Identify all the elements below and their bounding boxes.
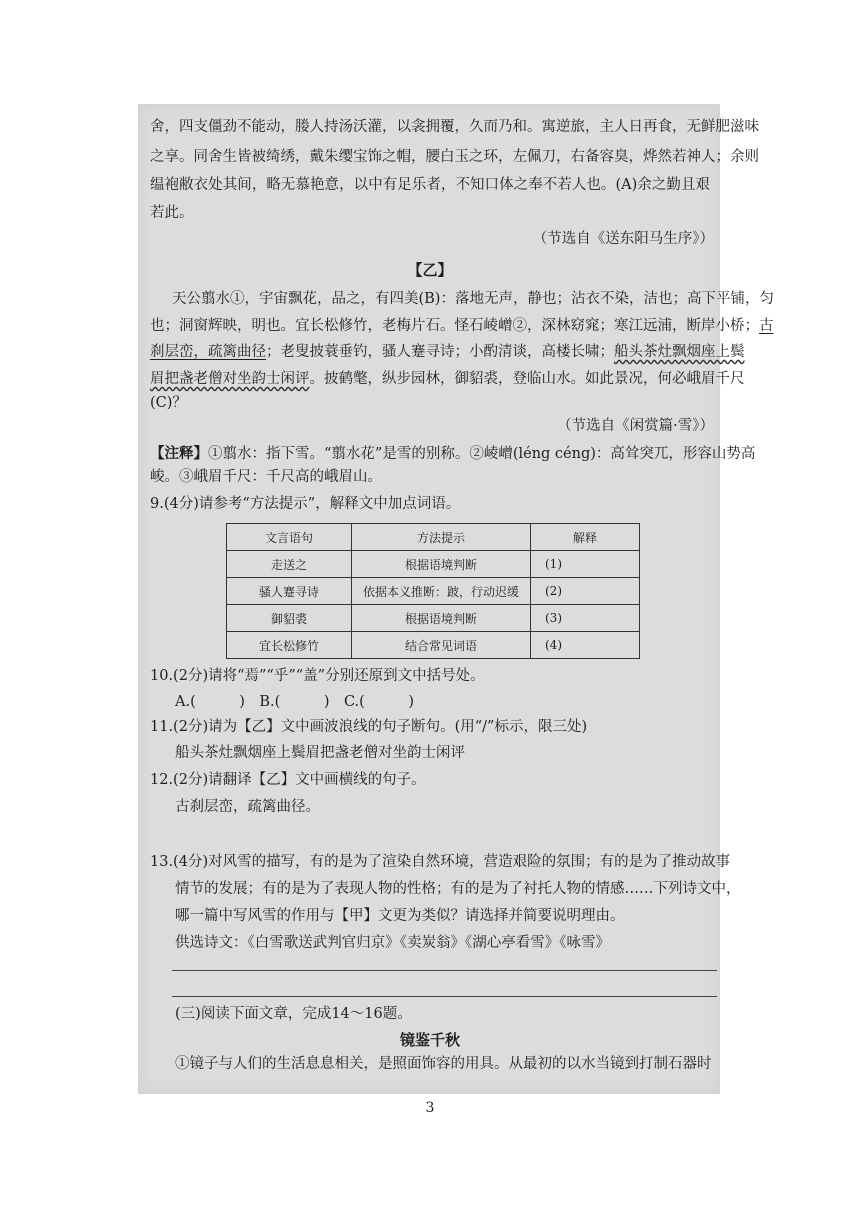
yi-passage-line-4 [150,369,745,389]
q9-table [226,523,640,659]
section3-intro: (三)阅读下面文章，完成14～16题。 [175,1006,412,1022]
yi-source: （节选自《闲赏篇·雪》） [557,418,714,434]
article-title: 镜鉴千秋 [399,1031,460,1049]
q11-stem: 11.(2分)请为【乙】文中画波浪线的句子断句。(用“/”标示，限三处) [150,719,588,735]
notes-line-1 [150,444,756,464]
wavy-sentence-part-2: 眉把盏老僧对坐韵士闲评 [150,371,310,387]
q13-line-3: 哪一篇中写风雪的作用与【甲】文更为类似？请选择并简要说明理由。 [175,908,625,924]
yi-line2-text: 也；洞窗辉映，明也。宜长松修竹，老梅片石。怪石崚嶒②，深林窈窕；寒江远浦，断岸小桥； [150,318,759,334]
notes-label: 【注释】 [150,445,208,462]
cell-answer[interactable]: (2) [531,578,640,605]
q12-sentence: 古刹层峦，疏篱曲径。 [175,799,320,815]
cell-sentence: 宜长松修竹 [227,632,352,659]
q10-stem: 10.(2分)请将“焉”“乎”“盖”分别还原到文中括号处。 [150,668,485,684]
jia-passage-line-4: 若此。 [150,205,194,221]
cell-answer[interactable]: (4) [531,632,640,659]
cell-sentence: 御貂裘 [227,605,352,632]
yi-line4-text: 。披鹤氅，纵步园林，御貂裘，登临山水。如此景况，何必峨眉千尺 [309,371,745,387]
answer-line-1[interactable] [172,970,717,971]
wavy-sentence-part-1: 船头茶灶飘烟座上鬓 [614,344,745,360]
cell-sentence: 走送之 [227,551,352,578]
q9-table-header [227,524,640,551]
yi-passage-line-2 [150,316,774,336]
table-row [227,551,640,578]
jia-passage-line-1: 舍，四支僵劲不能动，媵人持汤沃灌，以衾拥覆，久而乃和。寓逆旅，主人日再食，无鲜肥滋味 [150,119,759,135]
underlined-sentence-start: 古 [759,318,774,334]
notes-text-1: ①翦水：指下雪。“翦水花”是雪的别称。②崚嶒(léng céng)：高耸突兀，形容山势高 [208,446,756,462]
cell-method: 结合常见词语 [352,632,531,659]
cell-answer[interactable]: (1) [531,551,640,578]
jia-source: （节选自《送东阳马生序》） [532,231,714,247]
yi-line3-text: ；老叟披蓑垂钓，骚人蹇寻诗；小酌清谈，高楼长啸； [266,344,614,360]
col-header-explanation: 解释 [531,524,640,551]
jia-passage-line-3: 缊袍敝衣处其间，略无慕艳意，以中有足乐者，不知口体之奉不若人也。(A)余之勤且艰 [150,177,710,193]
col-header-sentence: 文言语句 [227,524,352,551]
cell-sentence: 骚人蹇寻诗 [227,578,352,605]
underlined-sentence: 刹层峦，疏篱曲径 [150,344,266,360]
table-row [227,578,640,605]
col-header-method: 方法提示 [352,524,531,551]
table-row [227,632,640,659]
q12-stem: 12.(2分)请翻译【乙】文中画横线的句子。 [150,772,426,788]
q9-stem: 9.(4分)请参考“方法提示”，解释文中加点词语。 [150,496,461,512]
q10-answer-blanks[interactable]: A.( ) B.( ) C.( ) [175,694,414,710]
cell-method: 根据语境判断 [352,551,531,578]
cell-method: 依据本义推断：跛，行动迟缓 [352,578,531,605]
table-row [227,605,640,632]
notes-line-2: 峻。③峨眉千尺：千尺高的峨眉山。 [150,469,382,485]
cell-method: 根据语境判断 [352,605,531,632]
q13-options: 供选诗文：《白雪歌送武判官归京》《卖炭翁》《湖心亭看雪》《咏雪》 [175,935,610,951]
q13-line-1: 13.(4分)对风雪的描写，有的是为了渲染自然环境，营造艰险的氛围；有的是为了推动故事 [150,854,731,870]
yi-passage-line-5: (C)？ [150,395,187,411]
page-number: 3 [425,1100,435,1116]
yi-passage-line-3 [150,342,745,362]
q11-sentence: 船头茶灶飘烟座上鬓眉把盏老僧对坐韵士闲评 [175,745,465,761]
yi-heading: 【乙】 [407,261,453,279]
article-para-1: ①镜子与人们的生活息息相关，是照面饰容的用具。从最初的以水当镜到打制石器时 [175,1056,712,1072]
jia-passage-line-2: 之享。同舍生皆被绮绣，戴朱缨宝饰之帽，腰白玉之环，左佩刀，右备容臭，烨然若神人；余则 [150,149,759,165]
q13-line-2: 情节的发展；有的是为了表现人物的性格；有的是为了衬托人物的情感……下列诗文中， [175,881,741,897]
answer-line-2[interactable] [172,996,717,997]
cell-answer[interactable]: (3) [531,605,640,632]
yi-passage-line-1: 天公翦水①，宇宙飘花，品之，有四美(B)：落地无声，静也；沾衣不染，洁也；高下平铺，匀 [172,291,774,307]
